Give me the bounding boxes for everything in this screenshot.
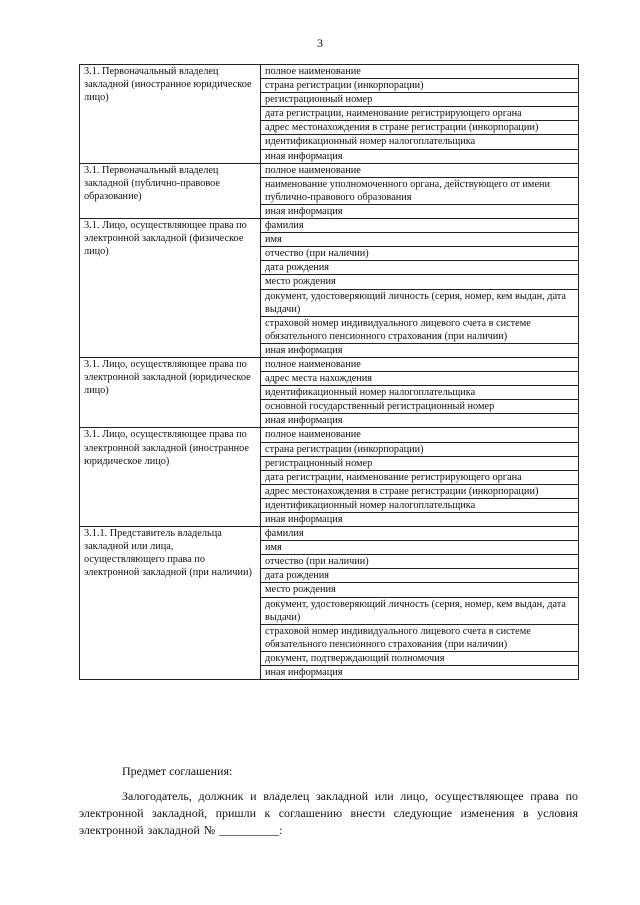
- table-row: [80, 357, 579, 371]
- field-cell: регистрацнонный номер: [261, 456, 579, 470]
- field-cell: имя: [261, 541, 579, 555]
- field-cell: адрес местонахождения в стране регистрации (инкорпорации): [261, 121, 579, 135]
- field-cell: полное наименование: [261, 163, 579, 177]
- field-cell: документ, удостоверяющий личность (серия, номер, кем выдан, дата выдачи): [261, 597, 579, 624]
- table-row: [80, 428, 579, 442]
- table-row: [80, 527, 579, 541]
- agreement-heading: Предмет соглашения:: [122, 764, 233, 778]
- field-cell: место рождения: [261, 583, 579, 597]
- group-label: 3.1. Лицо, осуществляющее права по электронной закладной (иностранное юридическое лицо): [80, 428, 261, 527]
- field-cell: идентификационный номер налогоплательщика: [261, 386, 579, 400]
- field-cell: документ, удостоверяющий личность (серия, номер, кем выдан, дата выдачи): [261, 289, 579, 316]
- page-number: 3: [317, 36, 323, 50]
- field-cell: страна регистрации (инкорпорации): [261, 79, 579, 93]
- field-cell: страховой номер индивидуального лицевого счета в системе обязательного пенсионного страхования (при наличии): [261, 624, 579, 651]
- table-body: [80, 65, 579, 680]
- table-row: [80, 65, 579, 79]
- group-label: 3.1. Первоначальный владелец закладной (публично-правовое образование): [80, 163, 261, 218]
- field-cell: иная информация: [261, 666, 579, 680]
- field-cell: идентификационный номер налогоплательщика: [261, 498, 579, 512]
- table-row: [80, 219, 579, 233]
- field-cell: иная информация: [261, 513, 579, 527]
- group-label: 3.1. Лицо, осуществляющее права по электронной закладной (физическое лицо): [80, 219, 261, 358]
- field-cell: полное наименование: [261, 428, 579, 442]
- field-cell: страховой номер индивидуального лицевого счета в системе обязательного пенсионного страхования (при наличии): [261, 316, 579, 343]
- agreement-text: Залогодатель, должник и владелец закладной или лицо, осуществляющее права по электронной закладной, пришли к соглашению внести следующие изменения в условия электронной закладной № __________:: [79, 789, 578, 837]
- field-cell: фамилия: [261, 219, 579, 233]
- field-cell: адрес местонахождения в стране регистрации (инкорпорации): [261, 484, 579, 498]
- field-cell: иная информация: [261, 343, 579, 357]
- field-cell: иная информация: [261, 204, 579, 218]
- field-cell: дата регистрации, наименование регистрирующего органа: [261, 470, 579, 484]
- field-cell: полное наименование: [261, 65, 579, 79]
- group-label: 3.1. Первоначальный владелец закладной (иностранное юридическое лицо): [80, 65, 261, 164]
- field-cell: иная информация: [261, 414, 579, 428]
- field-cell: страна регистрации (инкорпорации): [261, 442, 579, 456]
- field-cell: дата рождения: [261, 569, 579, 583]
- field-cell: фамилия: [261, 527, 579, 541]
- group-label: 3.1. Лицо, осуществляющее права по электронной закладной (юридическое лицо): [80, 357, 261, 427]
- field-cell: отчество (при наличии): [261, 247, 579, 261]
- field-cell: основной государственный регистрационный номер: [261, 400, 579, 414]
- field-cell: наименование уполномоченного органа, действующего от имени публично-правового образования: [261, 177, 579, 204]
- field-cell: документ, подтверждающий полномочия: [261, 651, 579, 665]
- field-cell: место рождения: [261, 275, 579, 289]
- field-cell: отчество (при наличии): [261, 555, 579, 569]
- field-cell: дата рождения: [261, 261, 579, 275]
- table-row: [80, 163, 579, 177]
- field-cell: идентификационный номер налогоплательщика: [261, 135, 579, 149]
- field-cell: регистрационный номер: [261, 93, 579, 107]
- group-label: 3.1.1. Представитель владельца закладной или лица, осуществляющего права по электронной закладной (при наличии): [80, 527, 261, 680]
- field-cell: имя: [261, 233, 579, 247]
- field-cell: адрес места нахождения: [261, 372, 579, 386]
- field-cell: иная информация: [261, 149, 579, 163]
- field-cell: дата регистрации, наименование регистрирующего органа: [261, 107, 579, 121]
- field-cell: полное наименование: [261, 357, 579, 371]
- mortgage-details-table: [79, 64, 579, 680]
